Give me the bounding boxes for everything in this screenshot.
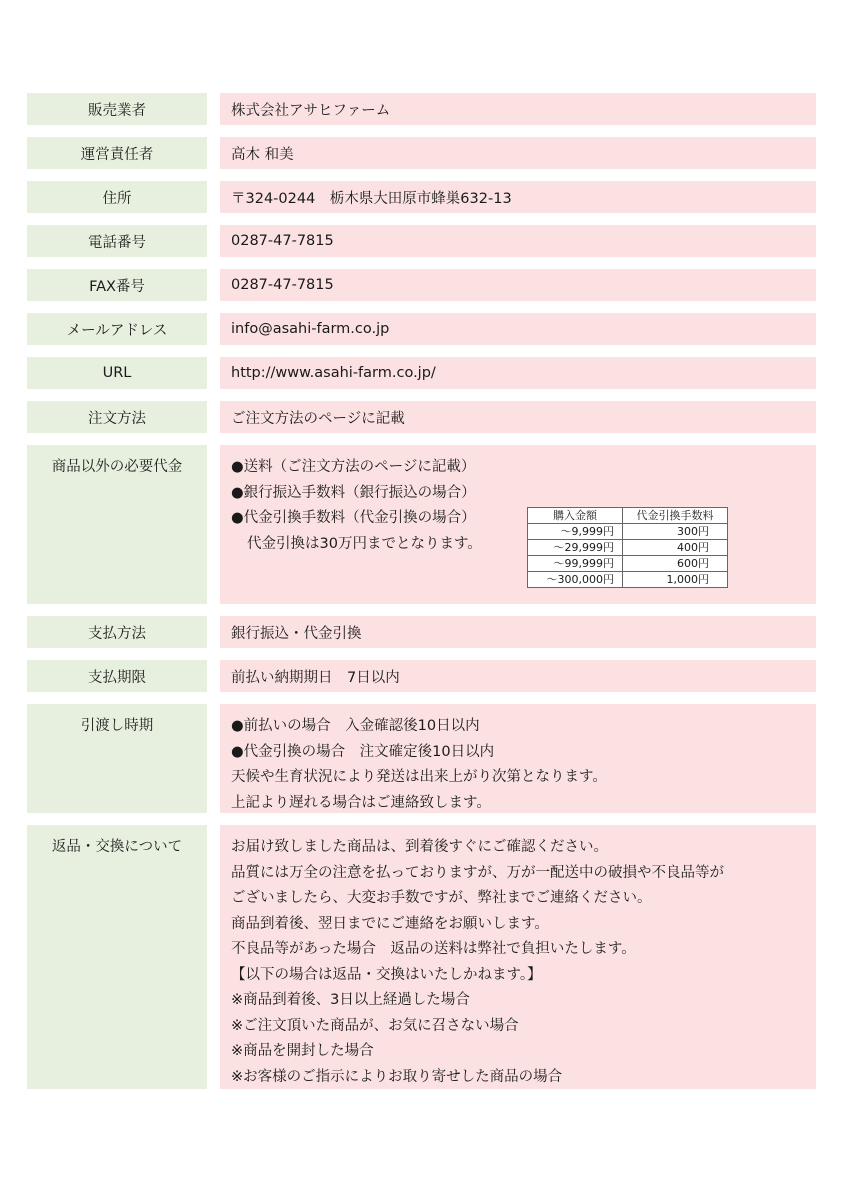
- extra-fees-line: ●銀行振込手数料（銀行振込の場合）: [231, 484, 476, 501]
- email-value[interactable]: info@asahi-farm.co.jp: [220, 313, 816, 345]
- address-value: 〒324-0244 栃木県大田原市蜂巣632-13: [220, 181, 816, 213]
- row-delivery: [27, 704, 816, 813]
- extra-fees-value: [220, 445, 816, 604]
- table-cell: 1,000円: [623, 572, 728, 588]
- order-method-label: 注文方法: [27, 401, 207, 433]
- seller-label: 販売業者: [27, 93, 207, 125]
- cod-fee-table: [527, 507, 728, 588]
- row-url: [27, 357, 816, 389]
- table-cell: 400円: [623, 540, 728, 556]
- returns-value: [220, 825, 816, 1089]
- row-fax: [27, 269, 816, 301]
- row-returns: [27, 825, 816, 1089]
- payment-method-value: 銀行振込・代金引換: [220, 616, 816, 648]
- seller-value: 株式会社アサヒファーム: [220, 93, 816, 125]
- extra-fees-line: ●代金引換手数料（代金引換の場合）: [231, 510, 476, 526]
- returns-line: 品質には万全の注意を払っておりますが、万が一配送中の破損や不良品等が: [231, 864, 724, 881]
- returns-line: ※商品到着後、3日以上経過した場合: [231, 992, 470, 1008]
- returns-line: ございましたら、大変お手数ですが、弊社までご連絡ください。: [231, 890, 652, 906]
- extra-fees-line: 代金引換は30万円までとなります。: [247, 535, 482, 552]
- row-extra-fees: [27, 445, 816, 604]
- row-seller: [27, 93, 816, 125]
- table-row: [528, 524, 728, 540]
- returns-line: ※お客様のご指示によりお取り寄せした商品の場合: [231, 1068, 563, 1085]
- manager-value: 高木 和美: [220, 137, 816, 169]
- table-header-row: [528, 508, 728, 524]
- email-label: メールアドレス: [27, 313, 207, 345]
- returns-line: お届け致しました商品は、到着後すぐにご確認ください。: [231, 839, 608, 855]
- payment-method-label: 支払方法: [27, 616, 207, 648]
- table-header: 代金引換手数料: [623, 508, 728, 524]
- table-cell: 300円: [623, 524, 728, 540]
- row-payment-deadline: [27, 660, 816, 692]
- returns-line: 不良品等があった場合 返品の送料は弊社で負担いたします。: [231, 941, 636, 957]
- table-row: [528, 540, 728, 556]
- manager-label: 運営責任者: [27, 137, 207, 169]
- url-label: URL: [27, 357, 207, 389]
- table-cell: ～300,000円: [528, 572, 623, 588]
- row-email: [27, 313, 816, 345]
- table-cell: 600円: [623, 556, 728, 572]
- row-address: [27, 181, 816, 213]
- table-cell: ～99,999円: [528, 556, 623, 572]
- payment-deadline-label: 支払期限: [27, 660, 207, 692]
- row-manager: [27, 137, 816, 169]
- row-payment-method: [27, 616, 816, 648]
- delivery-line: 天候や生育状況により発送は出来上がり次第となります。: [231, 769, 607, 785]
- address-label: 住所: [27, 181, 207, 213]
- table-cell: ～29,999円: [528, 540, 623, 556]
- returns-line: ※ご注文頂いた商品が、お気に召さない場合: [231, 1017, 519, 1034]
- phone-value: 0287-47-7815: [220, 225, 816, 257]
- extra-fees-label: 商品以外の必要代金: [27, 445, 207, 604]
- extra-fees-line: ●送料（ご注文方法のページに記載）: [231, 459, 476, 475]
- delivery-line: ●前払いの場合 入金確認後10日以内: [231, 718, 480, 734]
- url-value[interactable]: http://www.asahi-farm.co.jp/: [220, 357, 816, 389]
- returns-label: 返品・交換について: [27, 825, 207, 1089]
- delivery-line: 上記より遅れる場合はご連絡致します。: [231, 794, 491, 811]
- row-phone: [27, 225, 816, 257]
- delivery-line: ●代金引換の場合 注文確定後10日以内: [231, 743, 495, 760]
- payment-deadline-value: 前払い納期期日 7日以内: [220, 660, 816, 692]
- table-row: [528, 556, 728, 572]
- table-cell: ～9,999円: [528, 524, 623, 540]
- returns-line: ※商品を開封した場合: [231, 1043, 374, 1059]
- row-order-method: [27, 401, 816, 433]
- table-header: 購入金額: [528, 508, 623, 524]
- delivery-label: 引渡し時期: [27, 704, 207, 813]
- delivery-value: [220, 704, 816, 813]
- phone-label: 電話番号: [27, 225, 207, 257]
- returns-line: 【以下の場合は返品・交換はいたしかねます。】: [231, 966, 542, 983]
- fax-label: FAX番号: [27, 269, 207, 301]
- order-method-value: ご注文方法のページに記載: [220, 401, 816, 433]
- fax-value: 0287-47-7815: [220, 269, 816, 301]
- returns-line: 商品到着後、翌日までにご連絡をお願いします。: [231, 915, 549, 932]
- table-row: [528, 572, 728, 588]
